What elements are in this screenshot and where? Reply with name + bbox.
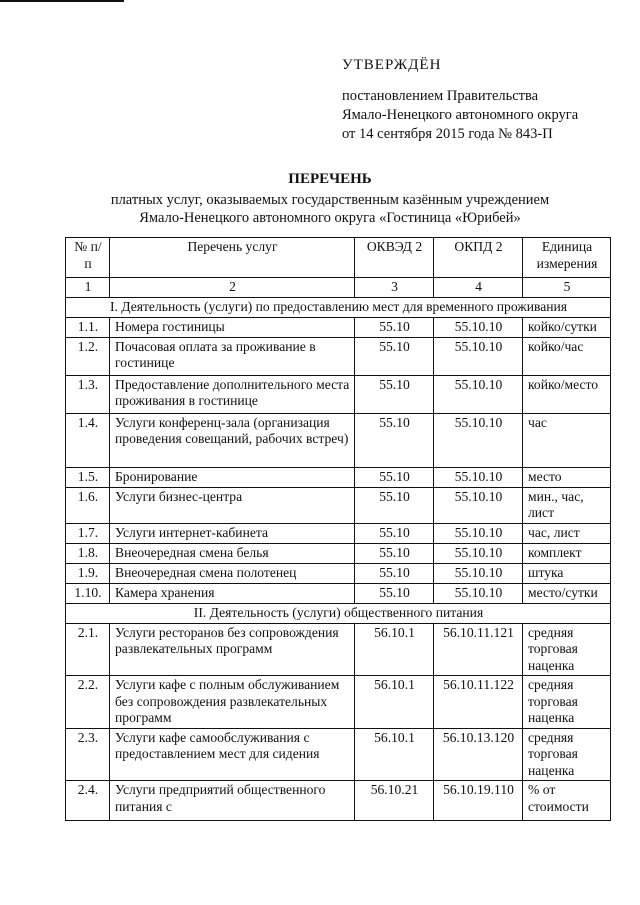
table-row <box>66 583 611 603</box>
service-name: Услуги конференц-зала (организация проведения совещаний, рабочих встреч) <box>110 413 355 467</box>
row-number: 1.1. <box>66 317 110 337</box>
unit-of-measure: штука <box>523 563 611 583</box>
table-row <box>66 337 611 375</box>
okpd-code: 55.10.10 <box>434 543 523 563</box>
okpd-code: 55.10.10 <box>434 413 523 467</box>
okpd-code: 56.10.11.121 <box>434 623 523 676</box>
section-title: I. Деятельность (услуги) по предоставлению мест для временного проживания <box>66 298 611 318</box>
table-row <box>66 728 611 781</box>
table-row <box>66 413 611 467</box>
okpd-code: 55.10.10 <box>434 523 523 543</box>
row-number: 1.6. <box>66 487 110 523</box>
okved-code: 55.10 <box>355 467 434 487</box>
row-number: 1.3. <box>66 375 110 413</box>
unit-of-measure: час <box>523 413 611 467</box>
section-row <box>66 603 611 623</box>
okved-code: 56.10.21 <box>355 781 434 821</box>
okpd-code: 56.10.19.110 <box>434 781 523 821</box>
okved-code: 55.10 <box>355 413 434 467</box>
document-title: ПЕРЕЧЕНЬ <box>288 171 372 187</box>
column-number: 4 <box>434 278 523 298</box>
column-number: 1 <box>66 278 110 298</box>
column-numbers-row <box>66 278 611 298</box>
row-number: 1.4. <box>66 413 110 467</box>
approval-line: Ямало-Ненецкого автономного округа <box>342 107 579 123</box>
table-row <box>66 487 611 523</box>
approval-line: постановлением Правительства <box>342 88 539 104</box>
header-services: Перечень услуг <box>110 238 355 278</box>
row-number: 1.2. <box>66 337 110 375</box>
unit-of-measure: час, лист <box>523 523 611 543</box>
row-number: 2.1. <box>66 623 110 676</box>
column-number: 2 <box>110 278 355 298</box>
okved-code: 56.10.1 <box>355 728 434 781</box>
row-number: 2.4. <box>66 781 110 821</box>
table-row <box>66 523 611 543</box>
table-row <box>66 676 611 729</box>
unit-of-measure: койко/место <box>523 375 611 413</box>
service-name: Услуги бизнес-центра <box>110 487 355 523</box>
table-header-row <box>66 238 611 278</box>
service-name: Услуги кафе с полным обслуживанием без сопровождения развлекательных программ <box>110 676 355 729</box>
row-number: 1.5. <box>66 467 110 487</box>
document-heading <box>60 170 600 228</box>
okpd-code: 55.10.10 <box>434 317 523 337</box>
okpd-code: 55.10.10 <box>434 563 523 583</box>
table-row <box>66 467 611 487</box>
okpd-code: 56.10.13.120 <box>434 728 523 781</box>
row-number: 1.8. <box>66 543 110 563</box>
header-okpd: ОКПД 2 <box>434 238 523 278</box>
unit-of-measure: койко/сутки <box>523 317 611 337</box>
unit-of-measure: % от стоимости <box>523 781 611 821</box>
service-name: Услуги кафе самообслуживания с предоставлением мест для сидения <box>110 728 355 781</box>
service-name: Номера гостиницы <box>110 317 355 337</box>
service-name: Предоставление дополнительного места проживания в гостинице <box>110 375 355 413</box>
unit-of-measure: средняя торговая наценка <box>523 728 611 781</box>
approval-block <box>342 56 578 144</box>
okved-code: 55.10 <box>355 337 434 375</box>
okpd-code: 55.10.10 <box>434 467 523 487</box>
service-name: Услуги интернет-кабинета <box>110 523 355 543</box>
document-subtitle-line: платных услуг, оказываемых государственным казённым учреждением <box>110 191 550 208</box>
table-row <box>66 375 611 413</box>
row-number: 2.2. <box>66 676 110 729</box>
unit-of-measure: койко/час <box>523 337 611 375</box>
column-number: 3 <box>355 278 434 298</box>
service-name: Услуги предприятий общественного питания с <box>110 781 355 821</box>
service-name: Внеочередная смена полотенец <box>110 563 355 583</box>
okpd-code: 56.10.11.122 <box>434 676 523 729</box>
table-row <box>66 317 611 337</box>
approval-line: от 14 сентября 2015 года № 843-П <box>342 126 553 142</box>
section-row <box>66 298 611 318</box>
header-okved: ОКВЭД 2 <box>355 238 434 278</box>
top-edge-line <box>0 0 124 2</box>
service-name: Услуги ресторанов без сопровождения развлекательных программ <box>110 623 355 676</box>
okved-code: 55.10 <box>355 523 434 543</box>
table-row <box>66 781 611 821</box>
document-subtitle-line: Ямало-Ненецкого автономного округа «Гостиница «Юрибей» <box>139 210 521 226</box>
table-row <box>66 543 611 563</box>
okved-code: 55.10 <box>355 375 434 413</box>
row-number: 1.7. <box>66 523 110 543</box>
approval-title: УТВЕРЖДЁН <box>342 57 442 73</box>
okpd-code: 55.10.10 <box>434 583 523 603</box>
okved-code: 55.10 <box>355 583 434 603</box>
service-name: Камера хранения <box>110 583 355 603</box>
table-row <box>66 623 611 676</box>
service-name: Внеочередная смена белья <box>110 543 355 563</box>
column-number: 5 <box>523 278 611 298</box>
okved-code: 56.10.1 <box>355 676 434 729</box>
table-row <box>66 563 611 583</box>
unit-of-measure: мин., час, лист <box>523 487 611 523</box>
unit-of-measure: средняя торговая наценка <box>523 676 611 729</box>
okved-code: 55.10 <box>355 487 434 523</box>
service-name: Бронирование <box>110 467 355 487</box>
okpd-code: 55.10.10 <box>434 487 523 523</box>
unit-of-measure: комплект <box>523 543 611 563</box>
unit-of-measure: место/сутки <box>523 583 611 603</box>
okpd-code: 55.10.10 <box>434 337 523 375</box>
header-number: № п/п <box>66 238 110 278</box>
header-unit: Единица измерения <box>523 238 611 278</box>
section-title: II. Деятельность (услуги) общественного питания <box>66 603 611 623</box>
okved-code: 55.10 <box>355 543 434 563</box>
services-table <box>65 237 611 821</box>
unit-of-measure: средняя торговая наценка <box>523 623 611 676</box>
service-name: Почасовая оплата за проживание в гостинице <box>110 337 355 375</box>
okved-code: 55.10 <box>355 563 434 583</box>
row-number: 1.9. <box>66 563 110 583</box>
unit-of-measure: место <box>523 467 611 487</box>
okpd-code: 55.10.10 <box>434 375 523 413</box>
okved-code: 55.10 <box>355 317 434 337</box>
okved-code: 56.10.1 <box>355 623 434 676</box>
row-number: 2.3. <box>66 728 110 781</box>
row-number: 1.10. <box>66 583 110 603</box>
